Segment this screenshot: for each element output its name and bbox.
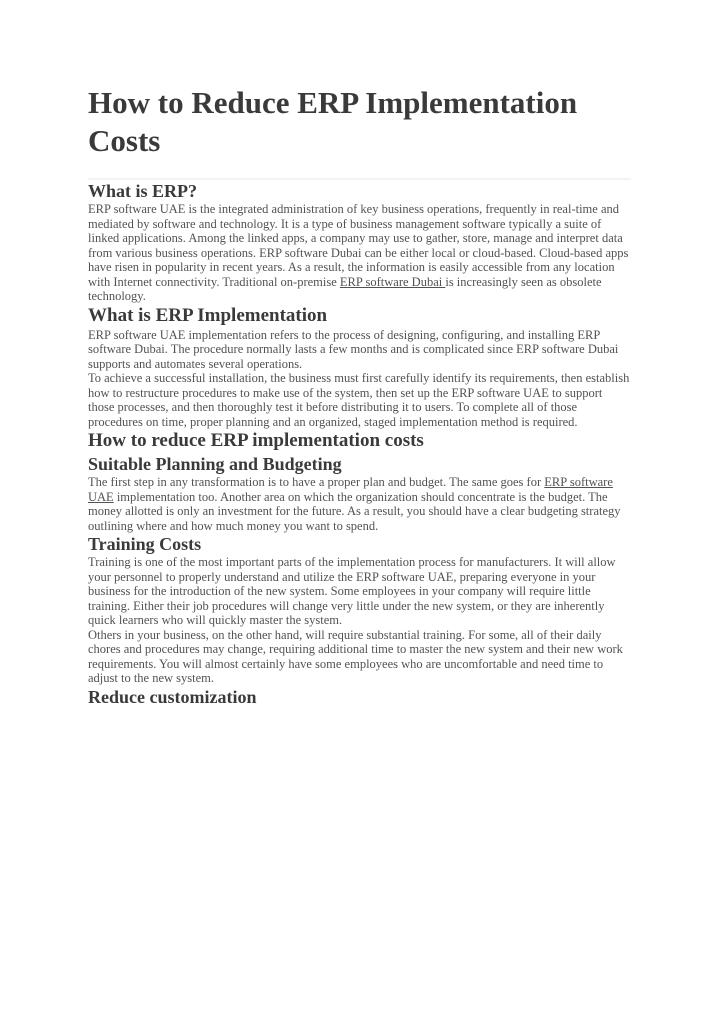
subsection-heading-planning-budgeting: Suitable Planning and Budgeting — [88, 454, 342, 474]
section-heading-how-to-reduce-costs: How to reduce ERP implementation costs — [88, 430, 424, 451]
paragraph-successful-installation — [88, 371, 631, 429]
text-segment: The first step in any transformation is to have a proper plan and budget. The same goes for — [88, 475, 545, 489]
section-heading-what-is-erp: What is ERP? — [88, 181, 198, 201]
text-segment: Training is one of the most important parts of the implementation process for manufacturers. It will allow your personnel to properly understand and utilize the ERP software UAE, preparing everyone in your business for the introduction of the new system. Some employees in your company will require little training. Either their job procedures will change very little under the new system, or they are inherently quick learners who will quickly master the system. — [88, 555, 616, 627]
text-segment: is increasingly seen as obsolete technology. — [88, 274, 602, 303]
paragraph-what-is-erp — [88, 202, 631, 304]
subsection-heading-reduce-customization: Reduce customization — [88, 686, 257, 707]
text-segment: To achieve a successful installation, the business must first carefully identify its requirements, then establish how to restructure procedures to make use of the system, then set up the ERP software UAE to support those processes, and then thoroughly test it before distributing it to users. To complete all of those procedures on time, proper planning and an organized, staged implementation method is required. — [88, 371, 630, 429]
paragraph-training-importance — [88, 555, 631, 628]
erp-software-uae-link[interactable]: ERP software UAE — [88, 475, 613, 504]
paragraph-planning-budgeting — [88, 475, 631, 533]
text-segment: implementation too. Another area on which the organization should concentrate is the budget. The money allotted is only an investment for the future. As a result, you should have a clear budgeting strategy outlining where and how much money you want to spend. — [88, 489, 621, 533]
text-segment: Others in your business, on the other hand, will require substantial training. For some, all of their daily chores and procedures may change, requiring additional time to master the new system and their new work requirements. You will almost certainly have some employees who are uncomfortable and need time to adjust to the new system. — [88, 627, 623, 685]
page-title: How to Reduce ERP Implementation Costs — [88, 85, 578, 158]
paragraph-training-substantial — [88, 628, 631, 686]
section-heading-what-is-erp-implementation: What is ERP Implementation — [88, 304, 328, 326]
text-segment: ERP software UAE is the integrated administration of key business operations, frequently in real-time and mediated by software and technology. It is a type of business management software typically a suite of linked applications. Among the linked apps, a company may use to gather, store, manage and interpret data from various business operations. ERP software Dubai can be either local or cloud-based. Cloud-based apps have risen in popularity in recent years. As a result, the information is easily accessible from any location with Internet connectivity. Traditional on-premise — [88, 202, 629, 289]
paragraph-implementation-definition — [88, 328, 631, 372]
text-segment: ERP software UAE implementation refers to the process of designing, configuring, and installing ERP software Dubai. The procedure normally lasts a few months and is complicated since ERP software Dubai supports and automates several operations. — [88, 327, 619, 371]
subsection-heading-training-costs: Training Costs — [88, 534, 202, 554]
erp-software-dubai-link[interactable]: ERP software Dubai — [339, 274, 446, 289]
